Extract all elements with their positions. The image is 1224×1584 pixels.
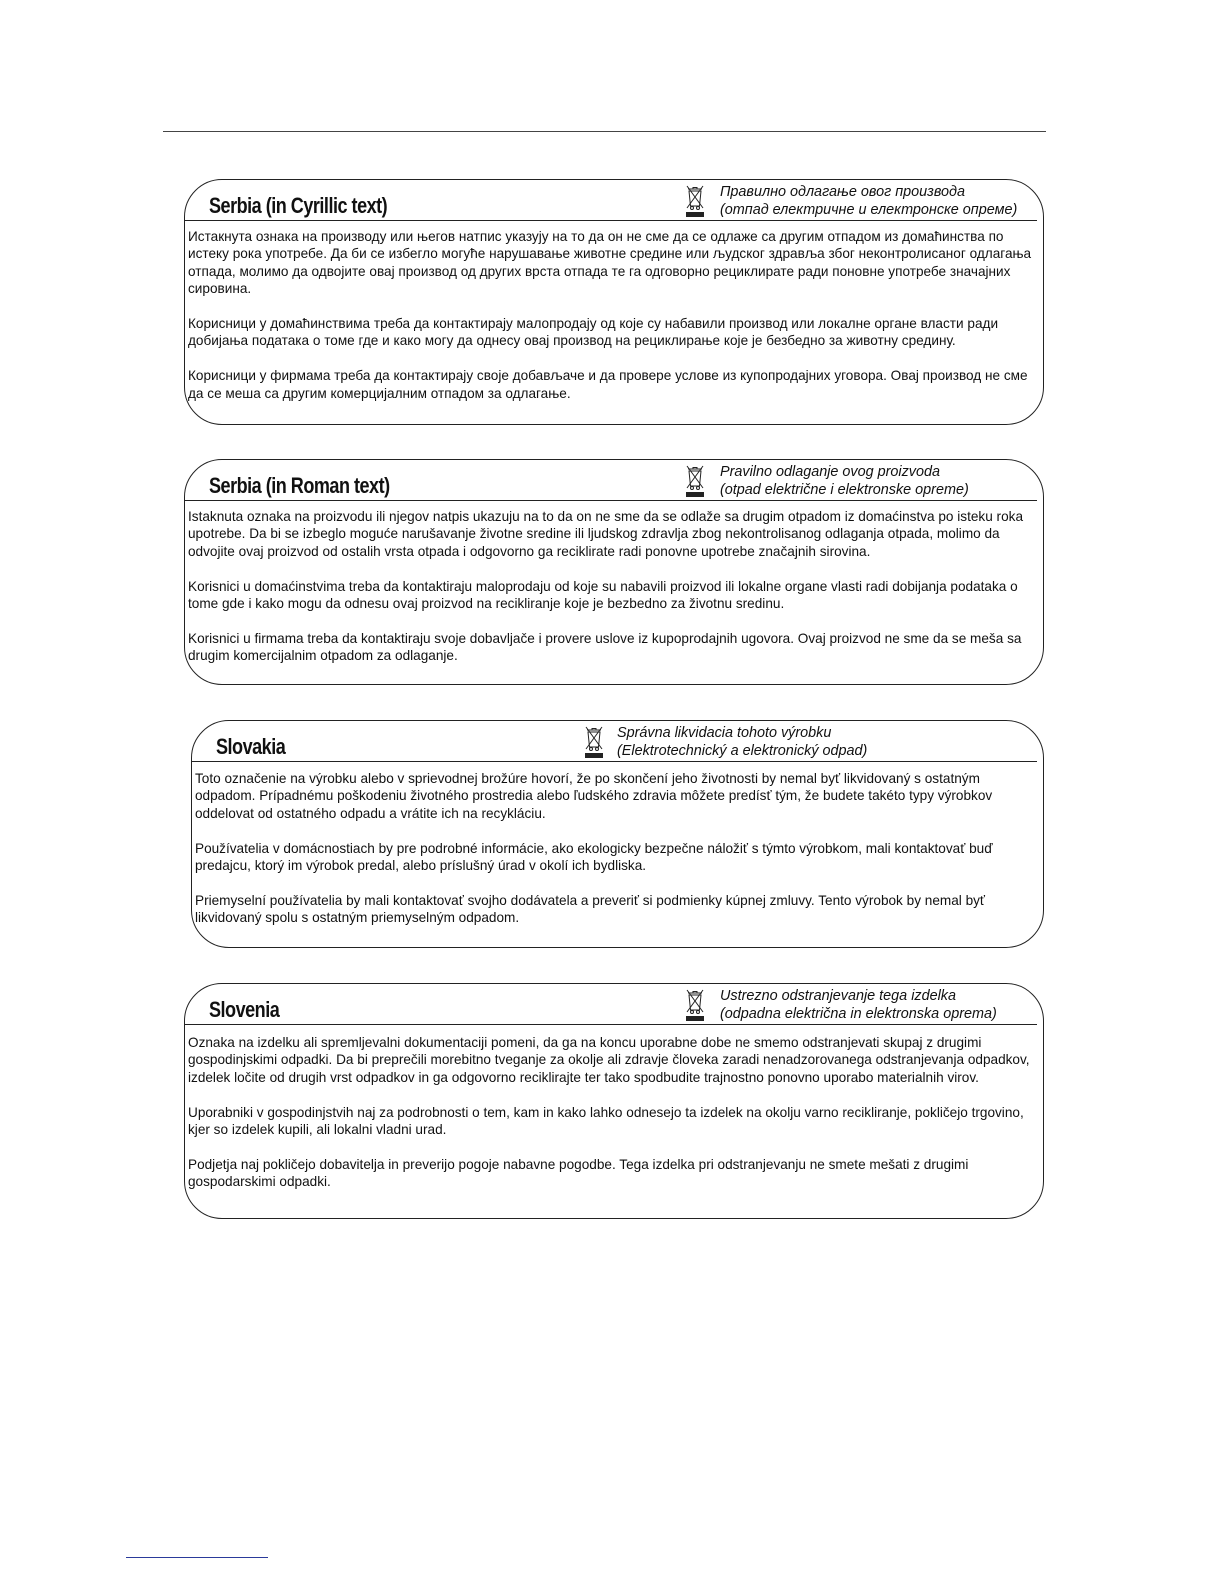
header-underline [185, 220, 1037, 221]
section-header [185, 984, 1043, 1028]
paragraph: Истакнута ознака на производу или његов натпис указују на то да он не сме да се одлаже са другим отпадом из домаћинства по истеку рока употребе. Да би се избегло могуће нарушавање животне средине или људског здравља због неконтролисаног одлагања отпада, молимо да одвојите овај производ од других врста отпада те га одговорно рециклирате ради поновне употребе значајних сировина. [188, 229, 1032, 297]
weee-bin-icon [685, 988, 705, 1022]
section-body [188, 228, 1040, 402]
paragraph: Uporabniki v gospodinjstvih naj za podrobnosti o tem, kam in kako lahko odnesejo ta izdelek na okolju varno recikliranje, pokličejo trgovino, kjer so izdelek kupili, ali lokalni vladni urad. [188, 1104, 1024, 1138]
section-subtitle [720, 987, 997, 1023]
paragraph: Oznaka na izdelku ali spremljevalni dokumentaciji pomeni, da ga na koncu uporabne dobe ne smemo odstranjevati skupaj z drugimi gospodinjskimi odpadki. Da bi preprečili morebitno tveganje za okolje ali zdravje človeka zaradi nenadzorovanega odstranjevanja odpadkov, izdelek ločite od drugih vrst odpadkov in ga odgovorno reciklirajte ter tako spodbudite trajnostno ponovno uporabo materialnih virov. [188, 1035, 1030, 1085]
paragraph: Корисници у домаћинствима треба да контактирају малопродају од које су набавили производ или локалне органе власти ради добијања података о томе где и како могу да однесу овај производ на рециклирање које је безбедно за животну средину. [188, 316, 999, 349]
subtitle-line-1: Správna likvidacia tohoto výrobku [617, 725, 832, 741]
top-divider [163, 131, 1046, 132]
section-serbia-cyrillic [184, 179, 1044, 425]
section-title: Serbia (in Roman text) [209, 473, 390, 498]
section-serbia-roman [184, 459, 1044, 685]
section-header [192, 721, 1043, 765]
weee-bin-icon [584, 725, 604, 759]
paragraph: Priemyselní používatelia by mali kontaktovať svojho dodávatela a preveriť si podmienky kúpnej zmluvy. Tento výrobok by nemal byť likvidovaný spolu s ostatným priemyselným odpadom. [195, 892, 986, 926]
subtitle-line-1: Ustrezno odstranjevanje tega izdelka [720, 988, 956, 1004]
section-title: Slovakia [216, 734, 286, 759]
subtitle-line-1: Правилно одлагање овог производа [720, 184, 965, 200]
subtitle-line-2: (отпад електричне и електронске опреме) [720, 202, 1018, 218]
subtitle-line-2: (Elektrotechnický a elektronický odpad) [617, 743, 868, 759]
paragraph: Korisnici u firmama treba da kontaktiraju svoje dobavljače i provere uslove iz kupoprodajnih ugovora. Ovaj proizvod ne sme da se meša sa drugim komercijalnim otpadom za odlaganje. [188, 630, 1022, 664]
subtitle-line-2: (odpadna električna in elektronska oprema) [720, 1006, 997, 1022]
section-subtitle [720, 183, 1017, 219]
paragraph: Korisnici u domaćinstvima treba da kontaktiraju maloprodaju od koje su nabavili proizvod ili lokalne organe vlasti radi dobijanja podataka o tome gde i kako mogu da odnesu ovaj proizvod na recikliranje koje je bezbedno za životnu sredinu. [188, 578, 1018, 612]
header-underline [185, 1024, 1037, 1025]
section-subtitle [720, 463, 969, 499]
paragraph: Toto označenie na výrobku alebo v sprievodnej brožúre hovorí, že po skončení jeho životnosti by nemal byť likvidovaný s ostatným odpadom. Prípadnému poškodeniu životného prostredia alebo ľudského zdravia môžete predísť tým, že budete takéto typy výrobkov oddelovat od ostatného odpadu a vrátite ich na recykláciu. [195, 771, 993, 821]
subtitle-line-2: (otpad električne i elektronske opreme) [720, 482, 969, 498]
header-underline [192, 761, 1037, 762]
subtitle-line-1: Pravilno odlaganje ovog proizvoda [720, 464, 941, 480]
section-slovakia [191, 720, 1044, 948]
section-body [195, 770, 1035, 927]
section-header [185, 180, 1043, 224]
weee-bin-icon [685, 184, 705, 218]
paragraph: Istaknuta oznaka na proizvodu ili njegov natpis ukazuju na to da on ne sme da se odlaže sa drugim otpadom iz domaćinstva po isteku roka upotrebe. Da bi se izbeglo moguće narušavanje životne sredine ili ljudskog zdravlja zbog nekontrolisanog odlaganja otpada, molimo da odvojite ovaj proizvod od ostalih vrsta otpada i odgovorno ga reciklirate radi ponovne upotrebe značajnih sirovina. [188, 509, 1024, 559]
section-title: Slovenia [209, 997, 280, 1022]
footnote-divider [126, 1557, 268, 1558]
paragraph: Podjetja naj pokličejo dobavitelja in preverijo pogoje nabavne pogodbe. Tega izdelka pri odstranjevanju ne smete mešati z drugimi gospodarskimi odpadki. [188, 1156, 969, 1190]
paragraph: Používatelia v domácnostiach by pre podrobné informácie, ako ekologicky bezpečne náložiť s týmto výrobkom, mali kontaktovať buď predajcu, ktorý im výrobok predal, alebo príslušný úrad v okolí ich bydliska. [195, 840, 993, 874]
header-underline [185, 500, 1037, 501]
section-title: Serbia (in Cyrillic text) [209, 193, 388, 218]
paragraph: Корисници у фирмама треба да контактирају своје добављаче и да провере услове из купопродајних уговора. Овај производ не сме да се меша са другим комерцијалним отпадом за одлагање. [188, 368, 1028, 401]
section-header [185, 460, 1043, 504]
section-body [188, 508, 1040, 665]
section-body [188, 1034, 1040, 1191]
section-subtitle [617, 724, 867, 760]
weee-bin-icon [685, 464, 705, 498]
section-slovenia [184, 983, 1044, 1219]
